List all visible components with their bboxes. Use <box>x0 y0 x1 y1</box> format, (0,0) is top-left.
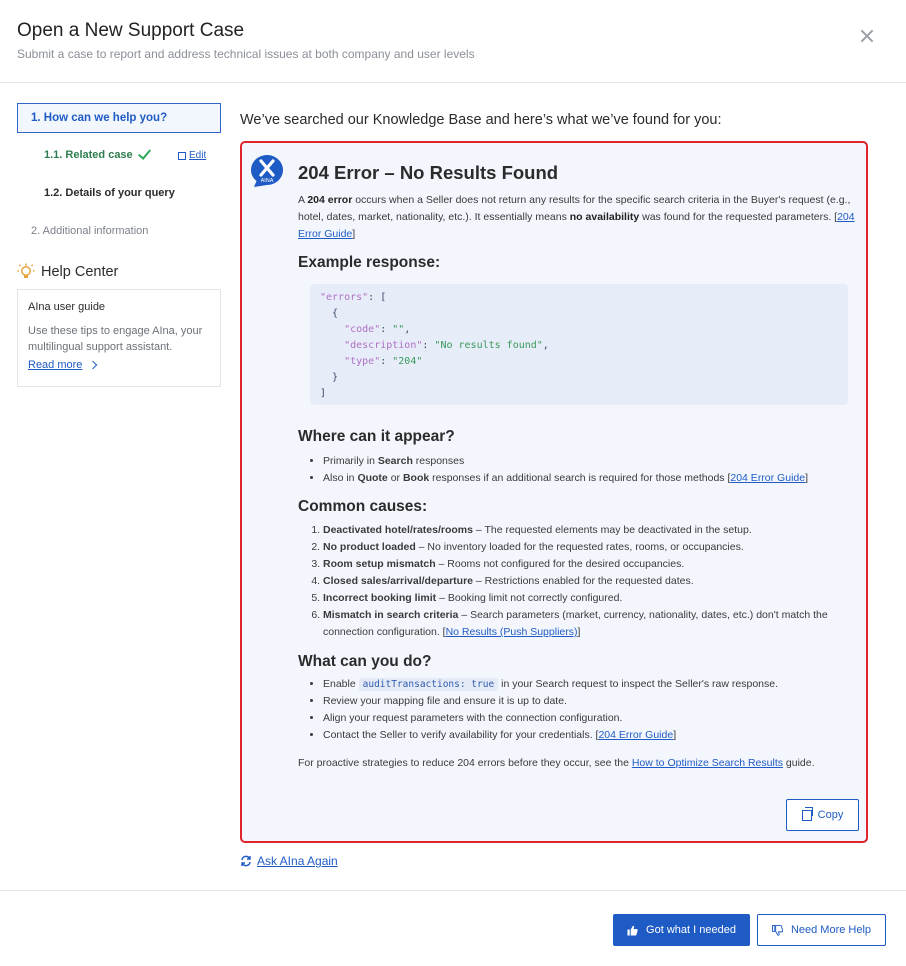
proactive-strategies-note: For proactive strategies to reduce 204 errors before they occur, see the How to Optimize Search Results guide. <box>298 757 815 769</box>
actions-list <box>298 676 858 744</box>
step-additional-information[interactable]: 2. Additional information <box>31 225 149 237</box>
ask-aina-again-label: Ask AIna Again <box>257 854 338 868</box>
copy-icon <box>802 810 812 821</box>
list-item: • Primarily in Search responses <box>323 453 858 470</box>
refresh-icon <box>240 855 252 867</box>
where-list <box>298 453 858 487</box>
list-item: 6. Mismatch in search criteria – Search parameters (market, currency, nationality, dates, etc.) don't match the connection configuration. [No Results (Push Suppliers)] <box>323 607 858 641</box>
guide-link[interactable]: 204 Error Guide <box>730 472 806 484</box>
list-item: 4. Closed sales/arrival/departure – Restrictions enabled for the requested dates. <box>323 573 858 590</box>
step-related-case-label: 1.1. Related case <box>44 149 133 161</box>
thumbs-up-icon <box>627 925 638 936</box>
answer-panel <box>240 141 868 843</box>
step-details-of-query[interactable]: 1.2. Details of your query <box>44 187 175 199</box>
list-item: 5. Incorrect booking limit – Booking limit not correctly configured. <box>323 590 858 607</box>
modal-subtitle: Submit a case to report and address technical issues at both company and user levels <box>17 47 475 61</box>
list-item: • Contact the Seller to verify availability for your credentials. [204 Error Guide] <box>323 727 858 744</box>
aina-logo-text: AINA <box>260 178 274 184</box>
need-more-help-label: Need More Help <box>790 924 872 936</box>
answer-intro-paragraph: A 204 error occurs when a Seller does not return any results for the specific search criteria in the Buyer's request (e.g., hotel, dates, market, nationality, etc.). It essentially means no availability was found for the requested parameters. [204 Error Guide] <box>298 194 855 240</box>
causes-list <box>298 522 858 641</box>
got-what-i-needed-label: Got what I needed <box>646 924 736 936</box>
causes-heading: Common causes: <box>298 498 428 515</box>
step-how-can-we-help[interactable]: 1. How can we help you? <box>17 103 221 133</box>
list-item: • Review your mapping file and ensure it is up to date. <box>323 693 858 710</box>
modal-title: Open a New Support Case <box>17 20 245 41</box>
check-icon <box>138 146 151 160</box>
edit-icon <box>178 152 186 160</box>
where-heading: Where can it appear? <box>298 428 455 445</box>
modal-header <box>0 0 906 83</box>
kb-results-heading: We’ve searched our Knowledge Base and here’s what we’ve found for you: <box>240 112 722 128</box>
got-what-i-needed-button[interactable] <box>613 914 750 946</box>
help-center-heading <box>17 263 118 281</box>
close-icon[interactable] <box>858 27 876 45</box>
aina-logo-icon <box>250 154 284 188</box>
copy-label: Copy <box>817 809 844 821</box>
read-more-label: Read more <box>28 359 83 371</box>
edit-label: Edit <box>189 150 207 161</box>
list-item: 1. Deactivated hotel/rates/rooms – The requested elements may be deactivated in the setup. <box>323 522 858 539</box>
answer-title: 204 Error – No Results Found <box>298 162 559 183</box>
copy-button[interactable] <box>786 799 859 831</box>
code-block: "errors": [ { "code": "", "description": "No results found", "type": "204" } ] <box>310 284 848 405</box>
need-more-help-button[interactable] <box>757 914 886 946</box>
help-center-title: Help Center <box>41 264 119 280</box>
ask-aina-again-link[interactable] <box>240 854 338 868</box>
list-item: 2. No product loaded – No inventory loaded for the requested rates, rooms, or occupancies. <box>323 539 858 556</box>
chevron-right-icon <box>89 361 97 369</box>
lightbulb-icon <box>17 263 35 281</box>
footer-divider <box>0 890 906 891</box>
guide-link[interactable]: 204 Error Guide <box>598 729 674 741</box>
help-card-description: Use these tips to engage AIna, your multilingual support assistant. <box>28 325 203 353</box>
push-suppliers-link[interactable]: No Results (Push Suppliers) <box>445 626 578 638</box>
edit-link[interactable] <box>178 150 206 161</box>
help-card <box>17 289 221 387</box>
list-item: • Align your request parameters with the connection configuration. <box>323 710 858 727</box>
list-item: • Also in Quote or Book responses if an additional search is required for those methods [204 Error Guide] <box>323 470 858 487</box>
help-card-title: AIna user guide <box>28 301 106 313</box>
guide-link[interactable]: 204 Error Guide <box>298 211 855 240</box>
optimize-search-link[interactable]: How to Optimize Search Results <box>631 757 783 769</box>
read-more-link[interactable] <box>28 359 210 371</box>
inline-code: auditTransactions: true <box>359 678 499 691</box>
step-related-case[interactable] <box>44 149 148 161</box>
example-heading: Example response: <box>298 254 441 271</box>
list-item: • Enable auditTransactions: true in your Search request to inspect the Seller's raw response. <box>323 676 858 693</box>
list-item: 3. Room setup mismatch – Rooms not configured for the desired occupancies. <box>323 556 858 573</box>
actions-heading: What can you do? <box>298 653 432 670</box>
thumbs-down-icon <box>772 925 783 936</box>
